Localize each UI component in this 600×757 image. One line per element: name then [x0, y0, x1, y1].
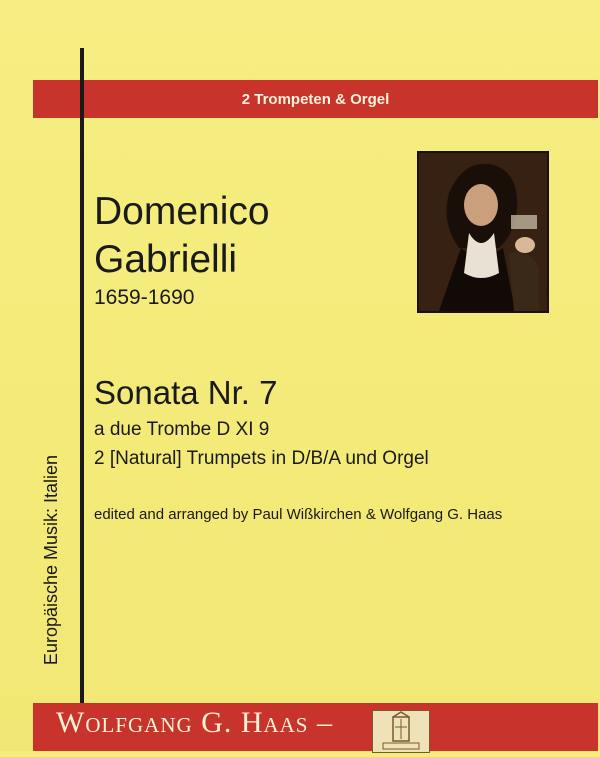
work-editors: edited and arranged by Paul Wißkirchen & Wolfgang G. Haas [94, 506, 503, 523]
series-label: Europäische Musik: Italien [41, 454, 61, 666]
portrait-image [419, 153, 547, 311]
series-label-wrap [36, 430, 66, 690]
instrumentation-band [33, 80, 598, 118]
composer-dates: 1659-1690 [94, 286, 195, 309]
work-subtitle: a due Trombe D XI 9 [94, 419, 270, 440]
publisher-name: Wolfgang G. Haas – [56, 706, 333, 739]
vertical-rule [80, 48, 84, 751]
band-label: 2 Trompeten & Orgel [241, 90, 390, 108]
publisher-crest-icon [372, 710, 430, 753]
work-instrumentation: 2 [Natural] Trumpets in D/B/A und Orgel [94, 448, 429, 469]
composer-portrait [417, 151, 549, 313]
crest-image [373, 711, 429, 752]
work-title: Sonata Nr. 7 [94, 374, 278, 411]
composer-first-name: Domenico [94, 190, 270, 233]
composer-last-name: Gabrielli [94, 238, 238, 281]
